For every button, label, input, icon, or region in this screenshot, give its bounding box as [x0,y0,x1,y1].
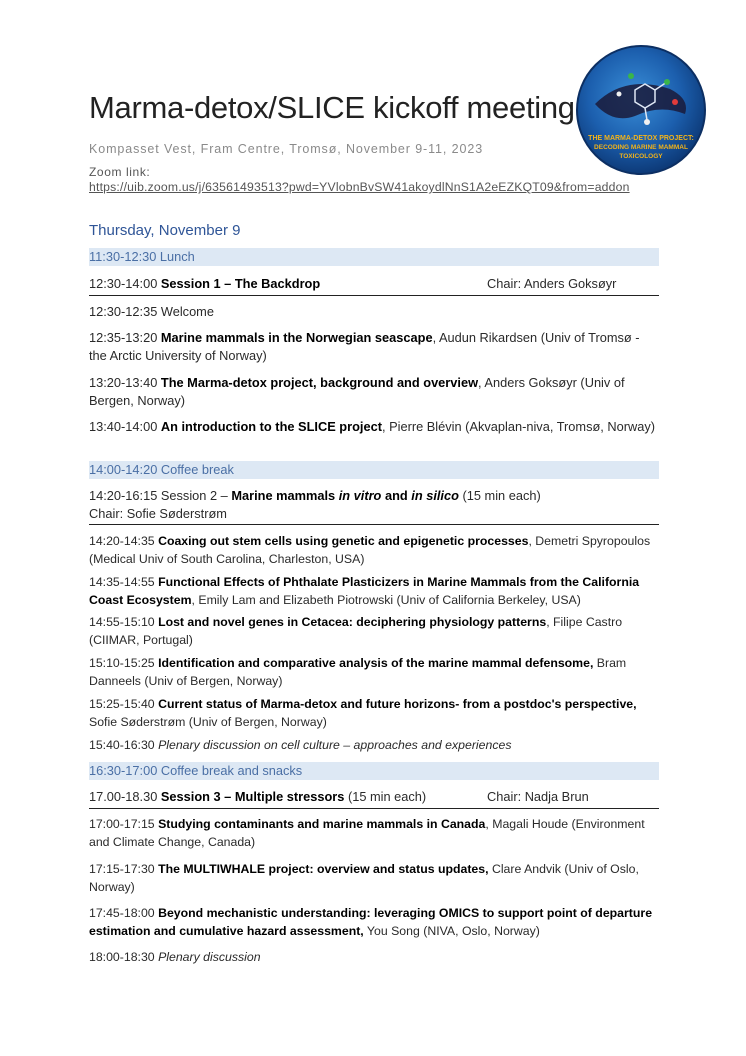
zoom-link[interactable]: https://uib.zoom.us/j/63561493513?pwd=YVlobnBvSW41akoydlNnS1A2eEZKQT09&from=addon [89,180,630,194]
item-title: Marine mammals in the Norwegian seascape [160,330,433,345]
session-time: 12:30-14:00 [89,276,158,291]
item-title: The MULTIWHALE project: overview and status updates, [158,862,489,876]
coffee-band [89,762,659,780]
item-speaker: , Anders Goksøyr (Univ of Bergen, Norway) [89,375,625,408]
item-time: 15:25-15:40 [89,697,155,711]
session-note: (15 min each) [462,488,541,503]
item-time: 14:35-14:55 [89,575,155,589]
coffee-band [89,461,659,479]
day-heading: Thursday, November 9 [89,222,241,239]
session-title: and [384,488,408,503]
session-3-header [89,788,659,809]
agenda-item [89,861,659,896]
agenda-item [89,816,659,851]
item-time: 12:35-13:20 [89,330,158,345]
lunch-band [89,248,659,266]
marma-detox-logo [575,44,707,176]
item-speaker: , Filipe Castro (CIIMAR, Portugal) [89,615,623,647]
agenda-item [89,329,659,364]
item-speaker: Bram Danneels (Univ of Bergen, Norway) [89,656,627,688]
item-speaker: , Demetri Spyropoulos (Medical Univ of South Carolina, Charleston, USA) [89,534,651,566]
item-time: 15:10-15:25 [89,656,155,670]
agenda-item [89,574,659,609]
session-title: Session 3 – Multiple stressors [160,789,345,804]
item-speaker: , Audun Rikardsen (Univ of Tromsø - the Arctic University of Norway) [89,330,640,363]
agenda-item [89,905,659,940]
item-time: 18:00-18:30 [89,950,155,964]
item-time: 14:20-14:35 [89,534,155,548]
session-chair: Chair: Nadja Brun [487,789,589,804]
band-text: 14:00-14:20 Coffee break [89,462,234,477]
item-time: 13:40-14:00 [89,419,158,434]
agenda-item-welcome [89,303,659,321]
item-title: Studying contaminants and marine mammals in Canada [158,817,486,831]
item-title: An introduction to the SLICE project [160,419,382,434]
item-speaker: , Magali Houde (Environment and Climate Change, Canada) [89,817,645,849]
item-time: 17:15-17:30 [89,862,155,876]
session-note: (15 min each) [347,789,427,804]
agenda-item [89,696,659,731]
item-speaker: You Song (NIVA, Oslo, Norway) [363,923,540,938]
agenda-item [89,374,659,409]
item-time: 13:20-13:40 [89,375,158,390]
agenda-item [89,418,659,436]
svg-text:THE MARMA-DETOX PROJECT:: THE MARMA-DETOX PROJECT: [588,135,694,142]
zoom-label: Zoom link: [89,165,151,179]
session-title: Session 1 – The Backdrop [160,276,321,291]
session-time: 14:20-16:15 Session 2 – [89,488,228,503]
item-title: Coaxing out stem cells using genetic and epigenetic processes [158,534,529,548]
item-time: 17:00-17:15 [89,817,155,831]
agenda-item [89,533,659,568]
agenda-item [89,655,659,690]
item-title: Identification and comparative analysis of the marine mammal defensome, [158,656,594,670]
item-title: Beyond mechanistic understanding: leveraging OMICS to support point of departure estimation and cumulative hazard assessment, [89,906,653,938]
item-title: Functional Effects of Phthalate Plasticizers in Marine Mammals from the California Coast Ecosystem [89,575,640,607]
session-title-italic: in silico [411,488,459,503]
agenda-item [89,614,659,649]
item-title: Current status of Marma-detox and future horizons- from a postdoc's perspective, [158,697,637,711]
item-speaker: , Pierre Blévin (Akvaplan-niva, Tromsø, Norway) [381,419,656,434]
agenda-item [89,949,659,967]
session-1-header [89,275,659,296]
item-time: 15:40-16:30 [89,738,155,752]
page-title: Marma-detox/SLICE kickoff meeting [89,90,575,125]
item-title: The Marma-detox project, background and overview [160,375,479,390]
session-2-header [89,487,659,525]
item-title: Lost and novel genes in Cetacea: deciphering physiology patterns [158,615,547,629]
item-time: 14:55-15:10 [89,615,155,629]
session-title-italic: in vitro [338,488,382,503]
session-chair: Chair: Anders Goksøyr [487,276,617,291]
svg-text:TOXICOLOGY: TOXICOLOGY [619,153,663,160]
item-time: 17:45-18:00 [89,906,155,920]
item-speaker: , Emily Lam and Elizabeth Piotrowski (Univ of California Berkeley, USA) [191,592,581,607]
session-title: Marine mammals [231,488,336,503]
item-title: Plenary discussion [158,950,261,964]
item-speaker: Clare Andvik (Univ of Oslo, Norway) [89,862,639,894]
item-text: 12:30-12:35 Welcome [89,304,214,319]
band-text: 11:30-12:30 Lunch [89,249,195,264]
agenda-item [89,737,659,755]
venue-line: Kompasset Vest, Fram Centre, Tromsø, November 9-11, 2023 [89,142,484,156]
svg-text:DECODING MARINE MAMMAL: DECODING MARINE MAMMAL [594,144,688,151]
item-speaker: Sofie Søderstrøm (Univ of Bergen, Norway) [89,714,327,729]
item-title: Plenary discussion on cell culture – approaches and experiences [158,738,512,752]
session-time: 17.00-18.30 [89,789,158,804]
session-chair: Chair: Sofie Søderstrøm [89,505,227,521]
band-text: 16:30-17:00 Coffee break and snacks [89,763,303,778]
